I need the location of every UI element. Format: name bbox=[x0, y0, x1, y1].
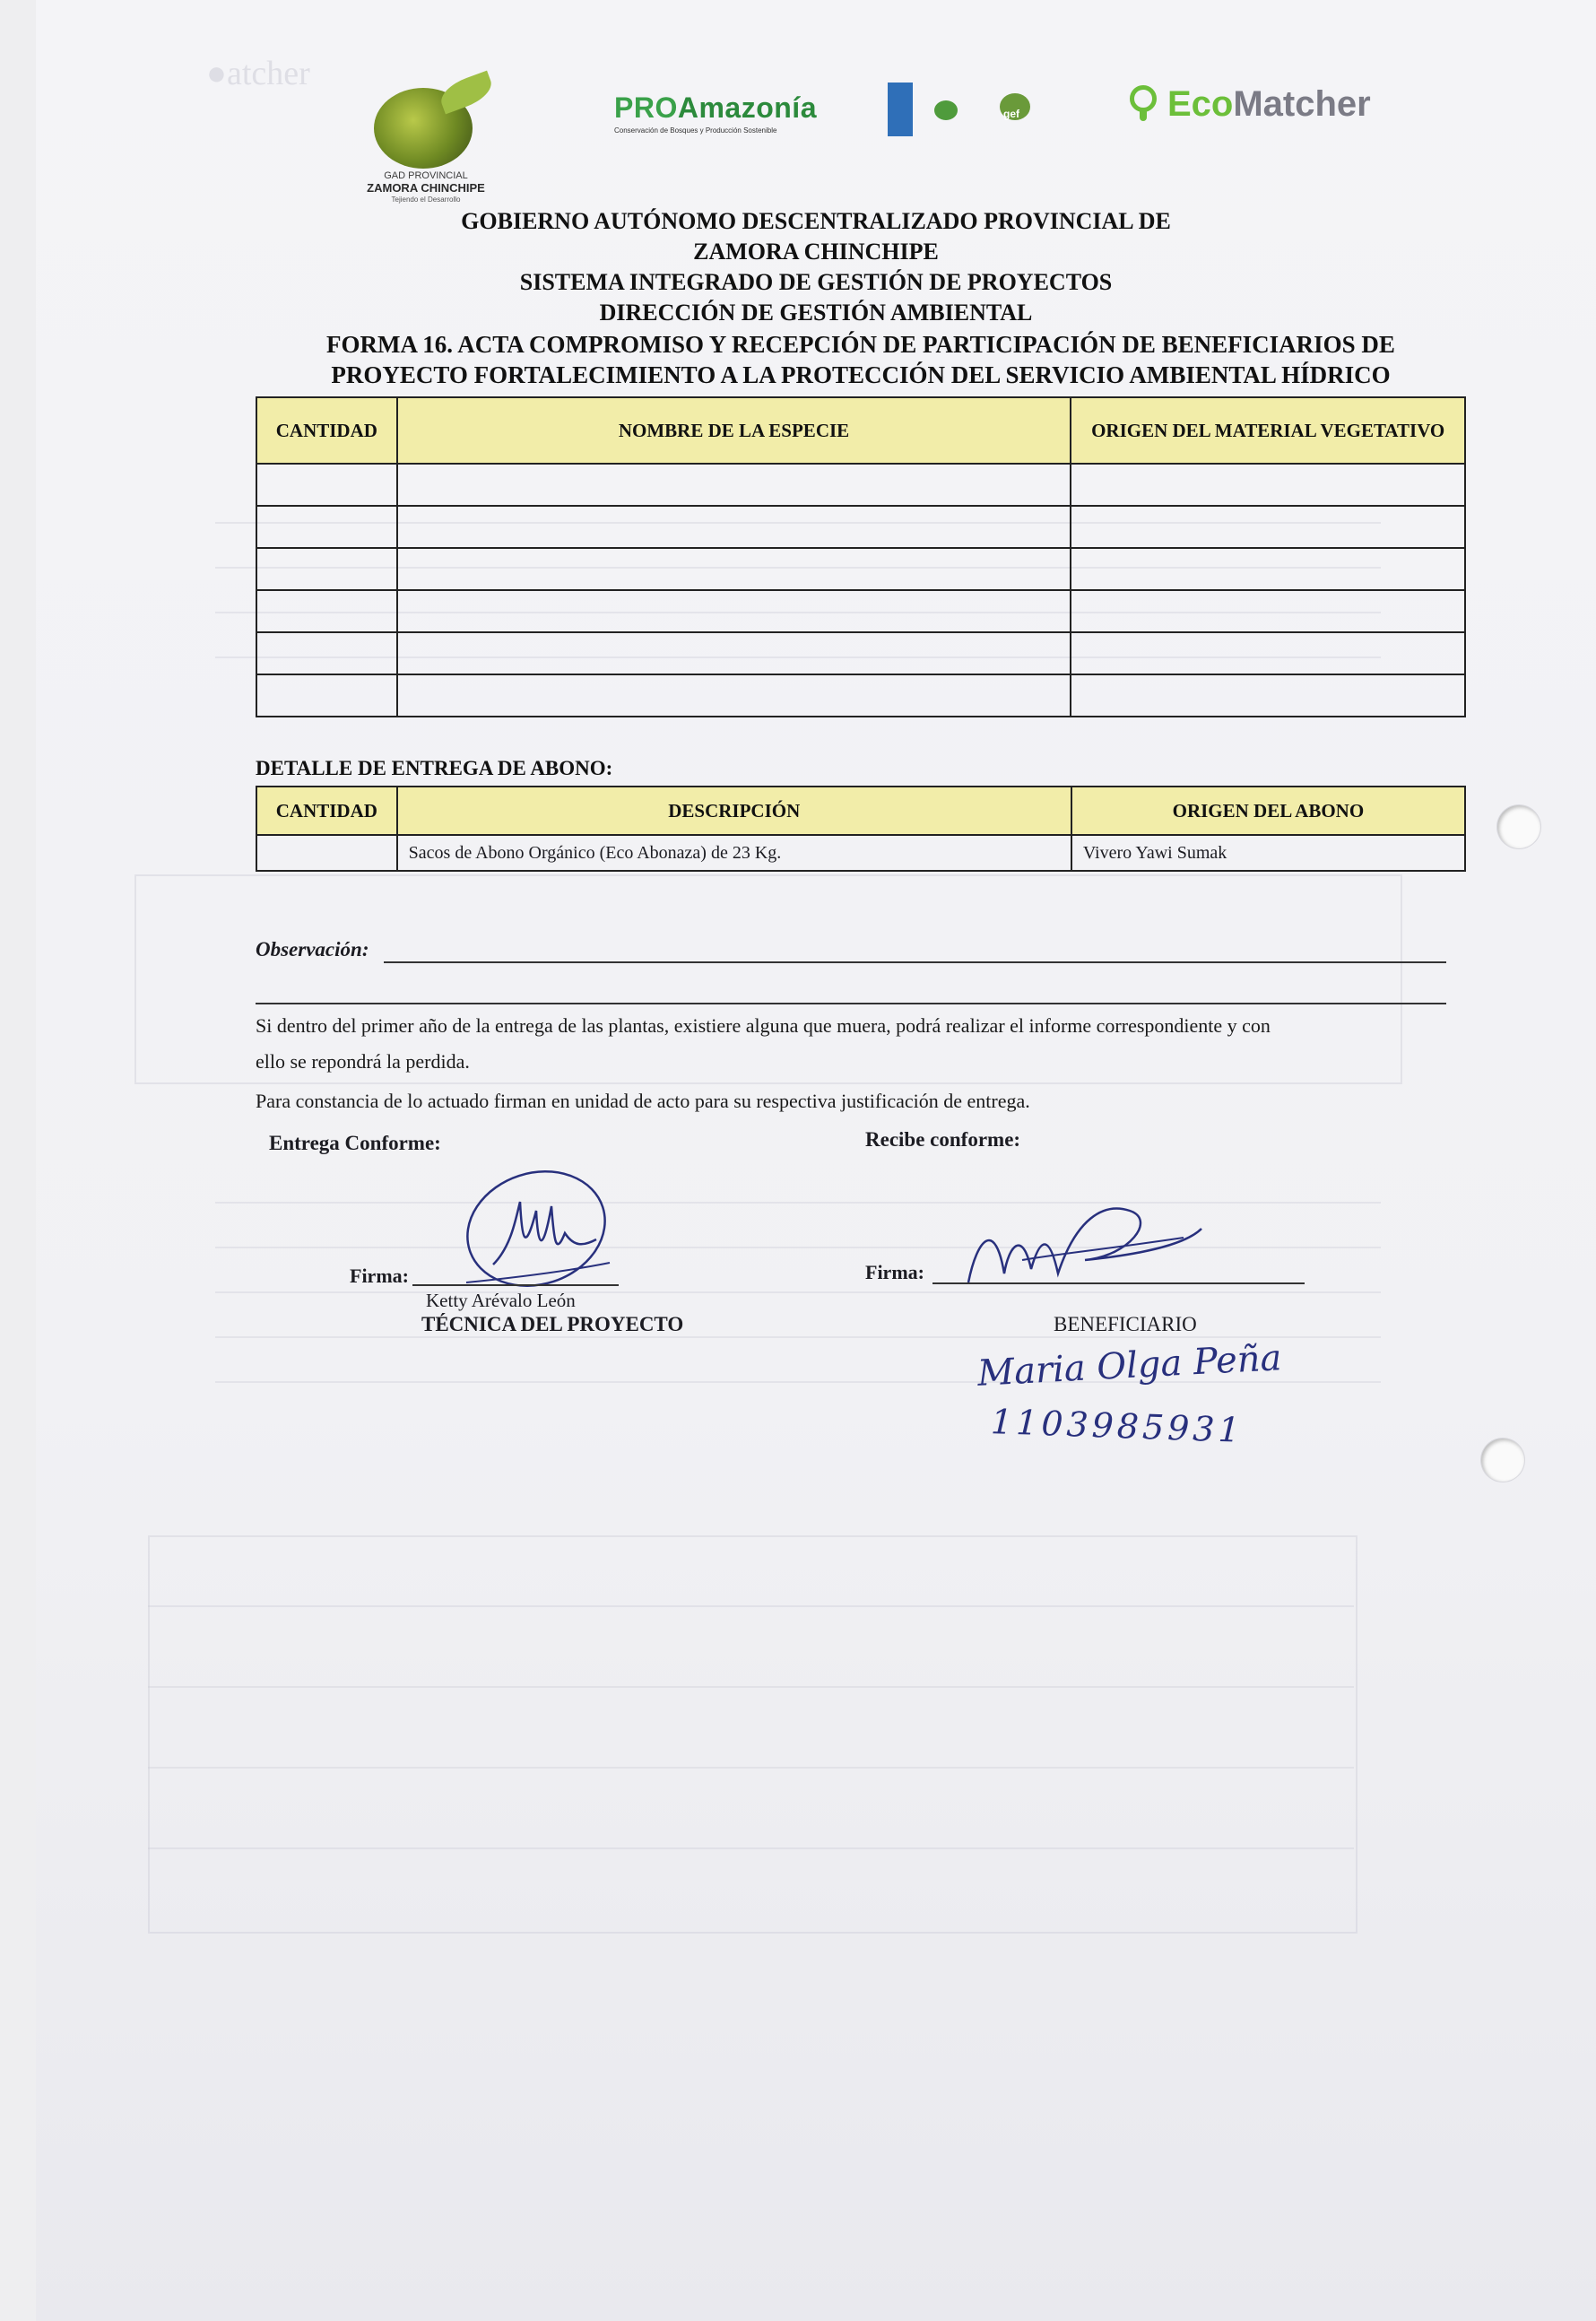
table-row bbox=[256, 590, 1465, 632]
table-header-row bbox=[256, 787, 1465, 835]
bleed-through-rule bbox=[215, 1336, 1381, 1338]
table-cell[interactable] bbox=[256, 590, 397, 632]
observacion-line[interactable] bbox=[384, 961, 1446, 963]
form-subtitle: PROYECTO FORTALECIMIENTO A LA PROTECCIÓN DEL SERVICIO AMBIENTAL HÍDRICO bbox=[331, 361, 1391, 388]
document-page bbox=[36, 0, 1596, 2321]
constancia-paragraph: Para constancia de lo actuado firman en unidad de acto para su respectiva justificación de entrega. bbox=[256, 1090, 1030, 1112]
location-pin-icon bbox=[1128, 85, 1158, 123]
table-row bbox=[256, 464, 1465, 506]
direction-title: DIRECCIÓN DE GESTIÓN AMBIENTAL bbox=[599, 300, 1033, 326]
punch-hole bbox=[1481, 1439, 1524, 1482]
bleed-through-rule bbox=[148, 1686, 1354, 1688]
table-cell[interactable] bbox=[256, 632, 397, 674]
header-nombre-especie: NOMBRE DE LA ESPECIE bbox=[397, 397, 1071, 464]
table-row bbox=[256, 632, 1465, 674]
logo-wordmark: Eco bbox=[1167, 83, 1234, 124]
table-cell[interactable] bbox=[1071, 464, 1465, 506]
form-title: FORMA 16. ACTA COMPROMISO Y RECEPCIÓN DE PARTICIPACIÓN DE BENEFICIARIOS DE bbox=[326, 331, 1395, 358]
table-cell[interactable] bbox=[256, 548, 397, 590]
table-row bbox=[256, 835, 1465, 871]
header-origen-abono: ORIGEN DEL ABONO bbox=[1071, 787, 1465, 835]
tecnica-role: TÉCNICA DEL PROYECTO bbox=[421, 1313, 684, 1335]
table-row bbox=[256, 548, 1465, 590]
header-cantidad: CANTIDAD bbox=[256, 787, 397, 835]
beneficiario-handwritten-name: Maria Olga Peña bbox=[976, 1337, 1283, 1395]
firma-label-left: Firma: bbox=[350, 1265, 409, 1287]
table-cell[interactable] bbox=[397, 464, 1071, 506]
system-title: SISTEMA INTEGRADO DE GESTIÓN DE PROYECTOS bbox=[519, 269, 1113, 295]
bleed-through-text: ●atcher bbox=[206, 55, 310, 92]
logo-line: GAD PROVINCIAL bbox=[384, 170, 468, 181]
table-row bbox=[256, 506, 1465, 548]
logo-wordmark: PRO bbox=[614, 91, 678, 124]
table-cell[interactable] bbox=[256, 835, 397, 871]
bleed-through-rule bbox=[148, 1605, 1354, 1607]
table-cell[interactable] bbox=[397, 590, 1071, 632]
table-cell[interactable] bbox=[1071, 506, 1465, 548]
table-cell[interactable] bbox=[1071, 548, 1465, 590]
bleed-through-rule bbox=[148, 1847, 1354, 1849]
abono-table bbox=[256, 786, 1466, 872]
table-cell[interactable]: Sacos de Abono Orgánico (Eco Abonaza) de 23 Kg. bbox=[397, 835, 1071, 871]
entrega-conforme-heading: Entrega Conforme: bbox=[269, 1132, 441, 1154]
logo-tagline: Tejiendo el Desarrollo bbox=[391, 196, 461, 204]
header-descripcion: DESCRIPCIÓN bbox=[397, 787, 1071, 835]
org-title: GOBIERNO AUTÓNOMO DESCENTRALIZADO PROVINCIAL DE bbox=[461, 208, 1171, 234]
punch-hole bbox=[1497, 805, 1540, 848]
beneficiario-role: BENEFICIARIO bbox=[1054, 1313, 1197, 1335]
header-origen-material: ORIGEN DEL MATERIAL VEGETATIVO bbox=[1071, 397, 1465, 464]
header-cantidad: CANTIDAD bbox=[256, 397, 397, 464]
table-cell[interactable]: Vivero Yawi Sumak bbox=[1071, 835, 1465, 871]
logo-subtitle: Conservación de Bosques y Producción Sostenible bbox=[614, 126, 777, 135]
zamora-chinchipe-logo bbox=[354, 79, 498, 204]
observacion-label: Observación: bbox=[256, 938, 369, 961]
gef-logo bbox=[1000, 93, 1030, 120]
bleed-through-rule bbox=[148, 1767, 1354, 1769]
beneficiario-handwritten-id: 1103985931 bbox=[990, 1402, 1245, 1450]
table-cell[interactable] bbox=[256, 506, 397, 548]
logo-wordmark: Amazonía bbox=[677, 91, 817, 124]
logo-line: ZAMORA CHINCHIPE bbox=[367, 181, 485, 195]
recibe-conforme-heading: Recibe conforme: bbox=[865, 1128, 1021, 1151]
table-cell[interactable] bbox=[1071, 590, 1465, 632]
table-cell[interactable] bbox=[397, 632, 1071, 674]
observacion-line[interactable] bbox=[256, 1003, 1446, 1004]
table-cell[interactable] bbox=[397, 548, 1071, 590]
table-row bbox=[256, 674, 1465, 717]
logo-wordmark: Matcher bbox=[1233, 83, 1371, 124]
table-cell[interactable] bbox=[256, 464, 397, 506]
firma-label-right: Firma: bbox=[865, 1261, 924, 1283]
tecnica-name: Ketty Arévalo León bbox=[426, 1290, 576, 1311]
proamazonia-logo bbox=[614, 91, 847, 145]
abono-section-label: DETALLE DE ENTREGA DE ABONO: bbox=[256, 757, 613, 779]
partner-logo bbox=[934, 100, 958, 120]
table-cell[interactable] bbox=[256, 674, 397, 717]
species-table bbox=[256, 396, 1466, 717]
table-cell[interactable] bbox=[397, 674, 1071, 717]
signature-line-left[interactable] bbox=[412, 1284, 619, 1286]
table-cell[interactable] bbox=[397, 506, 1071, 548]
replacement-clause-cont: ello se repondrá la perdida. bbox=[256, 1050, 470, 1073]
table-cell[interactable] bbox=[1071, 674, 1465, 717]
table-header-row bbox=[256, 397, 1465, 464]
bleed-through-table bbox=[148, 1535, 1357, 1934]
gef-logo-text: gef bbox=[1003, 108, 1019, 120]
signature-line-right[interactable] bbox=[932, 1282, 1305, 1284]
replacement-clause: Si dentro del primer año de la entrega de las plantas, existiere alguna que muera, podrá realizar el informe correspondiente y con bbox=[256, 1014, 1271, 1037]
table-cell[interactable] bbox=[1071, 632, 1465, 674]
undp-logo bbox=[888, 83, 913, 136]
org-province: ZAMORA CHINCHIPE bbox=[693, 239, 939, 265]
ecomatcher-logo bbox=[1128, 77, 1469, 131]
